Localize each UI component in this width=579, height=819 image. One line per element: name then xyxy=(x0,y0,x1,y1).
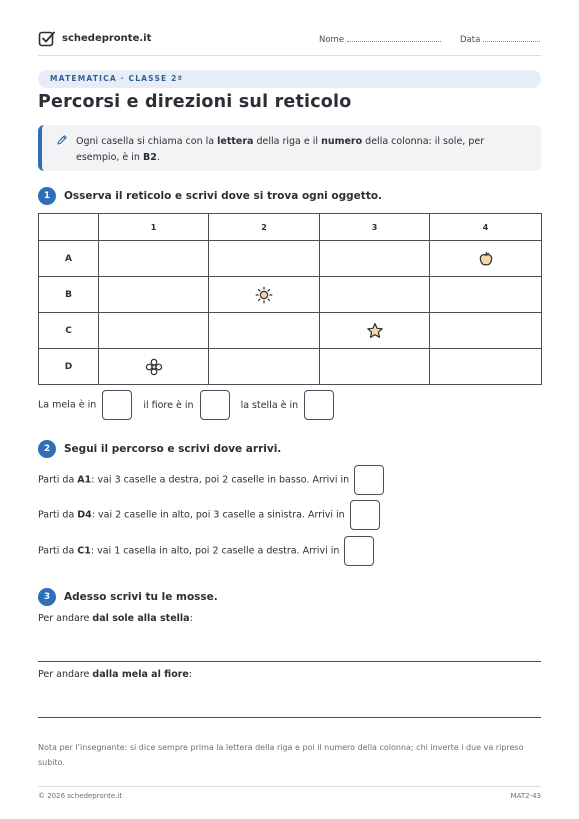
column-header: 1 xyxy=(99,214,209,241)
grid-cell xyxy=(430,349,542,385)
page-header xyxy=(38,28,541,56)
grid-row xyxy=(39,241,542,277)
exercise-number: 2 xyxy=(38,440,56,458)
sun-icon xyxy=(255,286,273,304)
teacher-note: Nota per l’insegnante: si dice sempre prima la lettera della riga e poi il numero della colonna; chi inverte i due va ripreso subito. xyxy=(38,743,524,767)
exercise-instruction: Adesso scrivi tu le mosse. xyxy=(64,591,218,603)
pencil-icon xyxy=(56,134,68,146)
grid-cell xyxy=(209,349,320,385)
grid-cell xyxy=(320,277,430,313)
sheet-code: MAT2-43 xyxy=(510,792,541,800)
grid-cell xyxy=(99,349,209,385)
apple-icon xyxy=(477,250,495,268)
path-item: Parti da A1: vai 3 caselle a destra, poi 2 caselle in basso. Arrivi in xyxy=(38,465,384,495)
grid-cell xyxy=(209,241,320,277)
moves-question-2: Per andare dalla mela al fiore: xyxy=(38,669,193,680)
exercise-number: 1 xyxy=(38,187,56,205)
subject-bar xyxy=(38,70,541,88)
grid-cell xyxy=(430,277,542,313)
flower-question: il fiore è in xyxy=(143,399,194,411)
grid-cell xyxy=(430,313,542,349)
grid-row xyxy=(39,277,542,313)
date-line xyxy=(483,35,540,42)
path-item: Parti da C1: vai 1 casella in alto, poi 2 caselle a destra. Arrivi in xyxy=(38,536,374,566)
name-field[interactable] xyxy=(319,35,441,45)
grid-header-row xyxy=(39,214,542,241)
grid-cell xyxy=(320,241,430,277)
grid-cell xyxy=(430,241,542,277)
coordinate-grid xyxy=(38,213,542,385)
exercise-instruction: Segui il percorso e scrivi dove arrivi. xyxy=(64,443,282,455)
exercise-1-answers xyxy=(38,390,334,420)
grid-cell xyxy=(209,313,320,349)
answer-line-2[interactable] xyxy=(38,717,541,718)
copyright: © 2026 schedepronte.it xyxy=(38,792,123,800)
column-header: 4 xyxy=(430,214,542,241)
grid-corner xyxy=(39,214,99,241)
apple-question: La mela è in xyxy=(38,399,97,411)
grid-cell xyxy=(99,313,209,349)
star-icon xyxy=(366,322,384,340)
row-header: B xyxy=(39,277,99,313)
row-header: D xyxy=(39,349,99,385)
moves-question-1: Per andare dal sole alla stella: xyxy=(38,613,193,624)
date-label: Data xyxy=(460,35,481,45)
grid-cell xyxy=(99,277,209,313)
answer-box-apple[interactable] xyxy=(102,390,132,420)
checkbox-logo-icon xyxy=(38,30,56,48)
answer-box-path-2[interactable] xyxy=(350,500,380,530)
name-line xyxy=(347,35,441,42)
exercise-instruction: Osserva il reticolo e scrivi dove si trova ogni oggetto. xyxy=(64,190,383,202)
grid-cell xyxy=(320,349,430,385)
subject-label: MATEMATICA · CLASSE 2ª xyxy=(50,74,184,83)
brand-name: schedepronte.it xyxy=(62,33,152,44)
answer-box-path-3[interactable] xyxy=(344,536,374,566)
date-field[interactable] xyxy=(460,35,540,45)
answer-box-path-1[interactable] xyxy=(354,465,384,495)
path-item: Parti da D4: vai 2 caselle in alto, poi 3 caselle a sinistra. Arrivi in xyxy=(38,500,380,530)
answer-box-star[interactable] xyxy=(304,390,334,420)
exercise-number: 3 xyxy=(38,588,56,606)
flower-icon xyxy=(145,358,163,376)
column-header: 2 xyxy=(209,214,320,241)
page-footer xyxy=(38,786,541,806)
page-title: Percorsi e direzioni sul reticolo xyxy=(38,92,352,112)
grid-cell xyxy=(320,313,430,349)
row-header: C xyxy=(39,313,99,349)
grid-cell xyxy=(209,277,320,313)
star-question: la stella è in xyxy=(240,399,299,411)
grid-cell xyxy=(99,241,209,277)
info-box xyxy=(38,125,541,171)
row-header: A xyxy=(39,241,99,277)
info-text: Ogni casella si chiama con la lettera della riga e il numero della colonna: il sole, per esempio, è in B2. xyxy=(76,136,485,163)
answer-line-1[interactable] xyxy=(38,661,541,662)
grid-row xyxy=(39,313,542,349)
name-label: Nome xyxy=(319,35,345,45)
answer-box-flower[interactable] xyxy=(200,390,230,420)
grid-row xyxy=(39,349,542,385)
column-header: 3 xyxy=(320,214,430,241)
